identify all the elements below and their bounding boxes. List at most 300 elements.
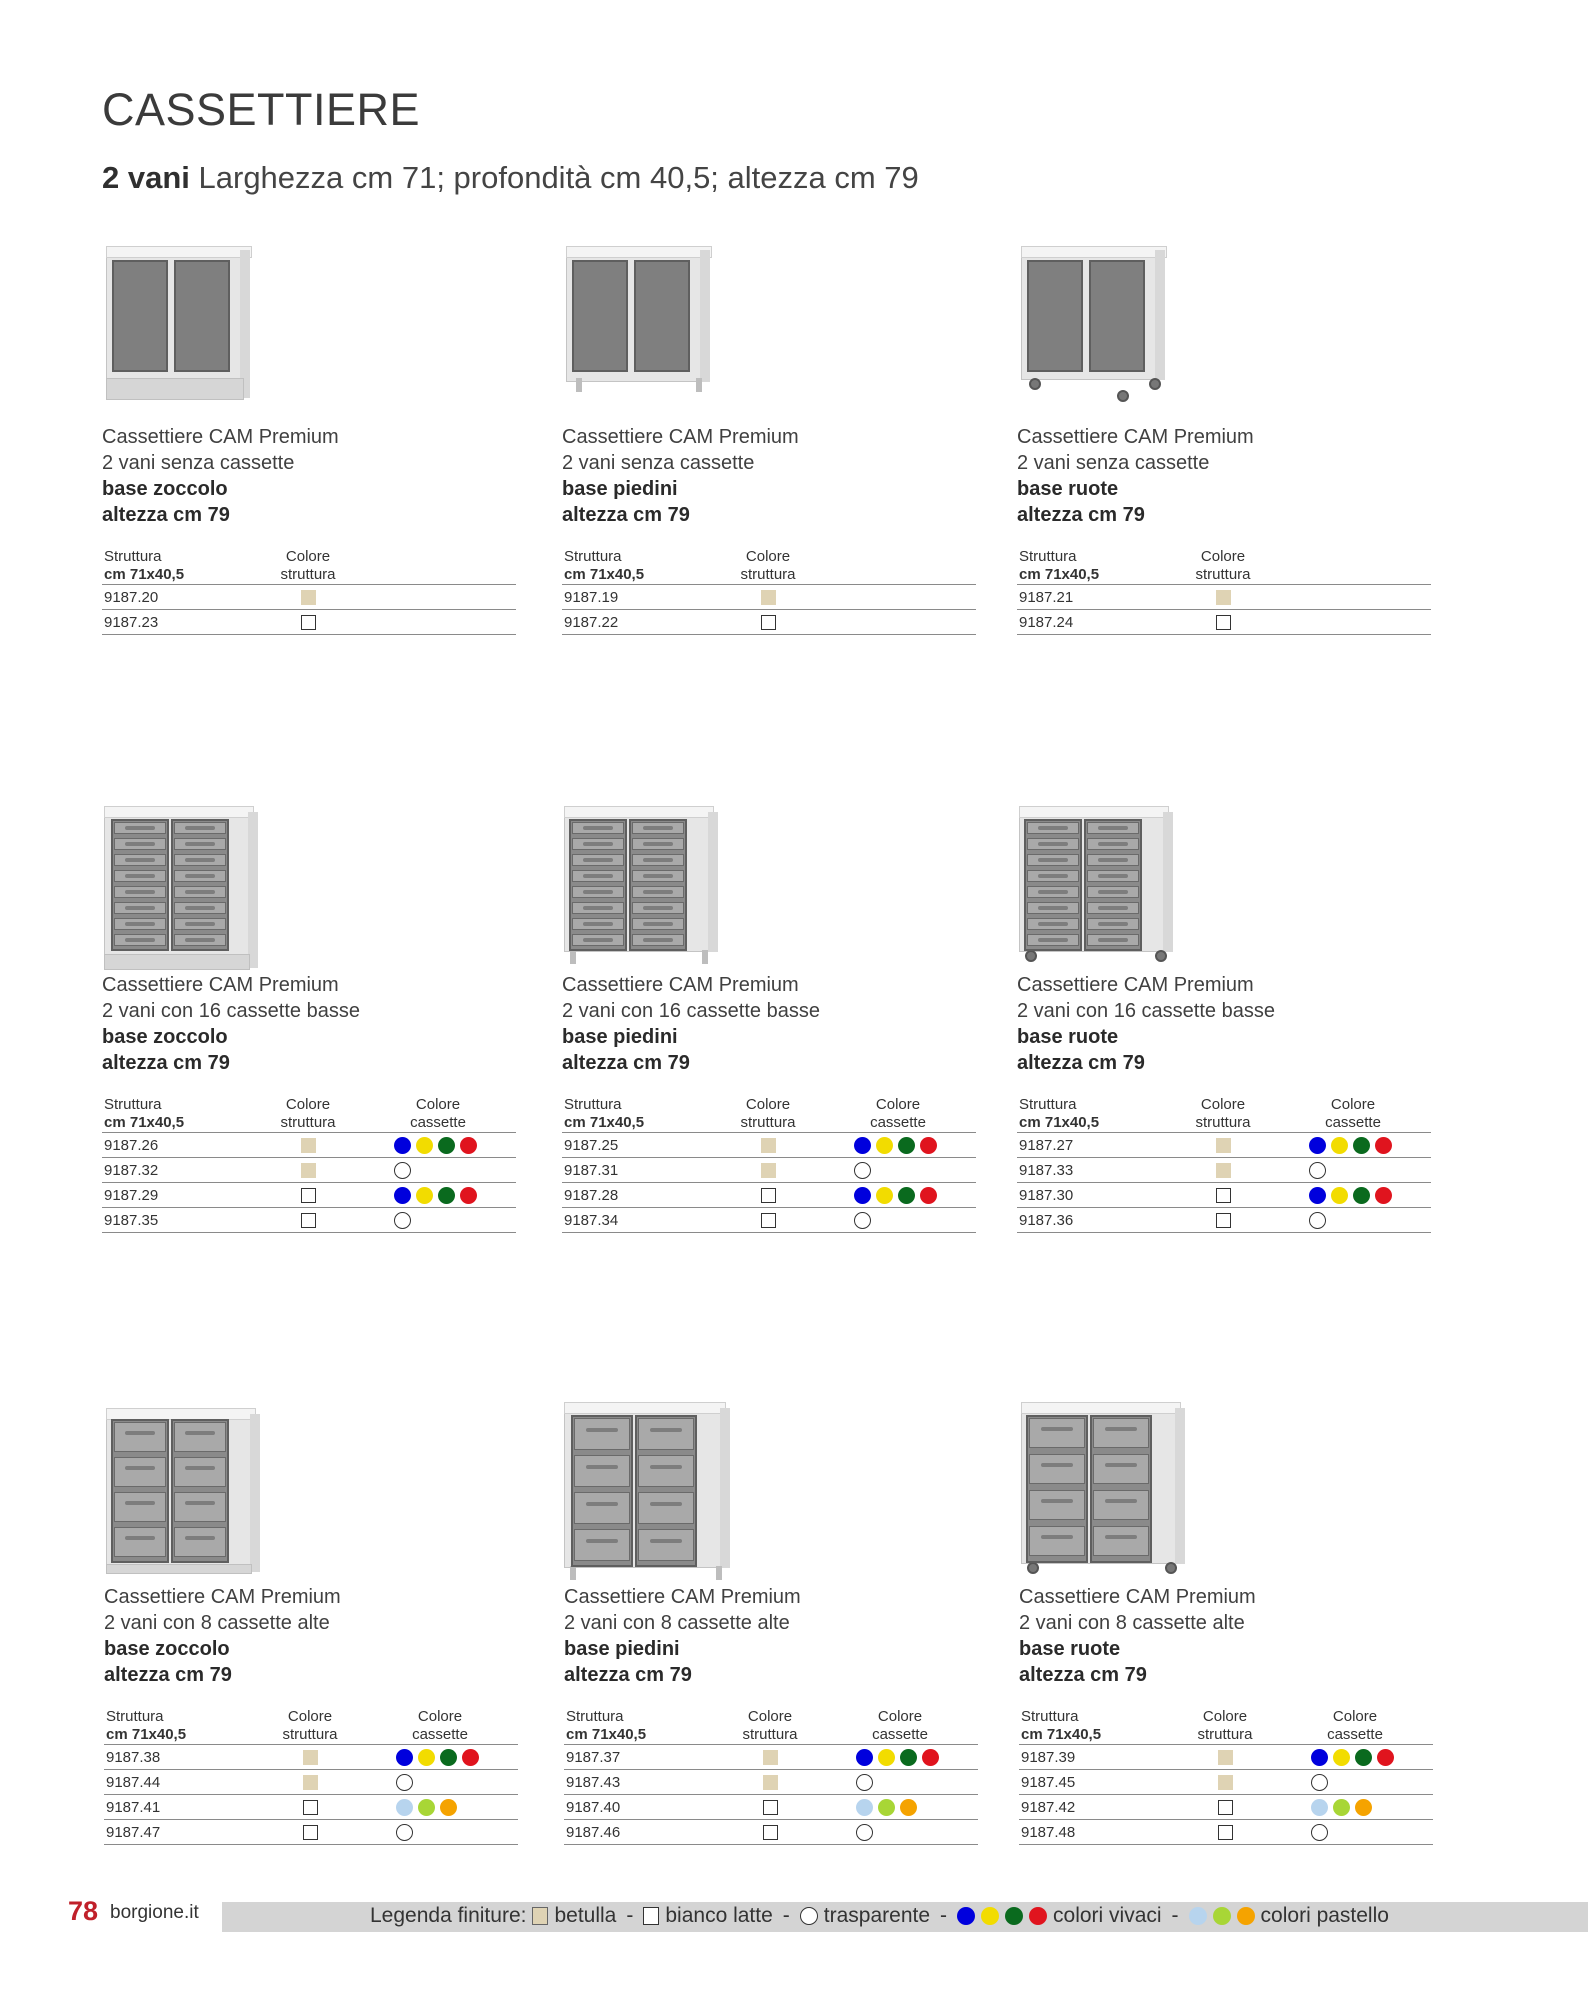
- drawer-tray: [638, 1418, 694, 1450]
- product-height: altezza cm 79: [562, 1052, 690, 1074]
- trasparente-swatch: [800, 1907, 818, 1925]
- vivaci-yellow-dot: [981, 1907, 999, 1925]
- table-row: [1019, 1820, 1433, 1845]
- product-image: [102, 804, 522, 984]
- vivaci-red-dot: [1375, 1187, 1392, 1204]
- product-image: [1017, 804, 1437, 984]
- drawer-tray: [574, 1418, 630, 1450]
- drawer-tray: [1029, 1418, 1085, 1448]
- product-code: 9187.48: [1019, 1820, 1173, 1845]
- table-row: [1019, 1770, 1433, 1795]
- product-image: [562, 232, 982, 412]
- product-base: base piedini: [562, 1026, 678, 1048]
- col-colore-label: Colore: [747, 1708, 793, 1725]
- drawer-tray: [114, 886, 166, 898]
- product-code: 9187.42: [1019, 1795, 1173, 1820]
- bianco-latte-swatch: [1216, 615, 1231, 630]
- drawer-tray: [572, 854, 624, 866]
- drawer-tray: [1087, 918, 1139, 930]
- vivaci-yellow-dot: [876, 1187, 893, 1204]
- bianco-latte-swatch: [301, 615, 316, 630]
- betulla-swatch: [303, 1750, 318, 1765]
- drawer-tray: [572, 886, 624, 898]
- table-row: [1017, 610, 1431, 635]
- legend-separator: -: [782, 1904, 790, 1927]
- col-struttura-label: Struttura: [564, 1096, 622, 1113]
- product-card: [104, 1412, 524, 1845]
- col-struttura-label: Struttura: [104, 1096, 162, 1113]
- product-card: [564, 1412, 984, 1845]
- vivaci-yellow-dot: [1331, 1187, 1348, 1204]
- col-struttura-label: Struttura: [1019, 548, 1077, 565]
- vivaci-blue-dot: [1311, 1749, 1328, 1766]
- betulla-swatch: [301, 1163, 316, 1178]
- betulla-swatch: [1216, 1163, 1231, 1178]
- legend-betulla: betulla: [554, 1904, 617, 1927]
- spec-table: [102, 1096, 516, 1233]
- product-code: 9187.37: [564, 1745, 718, 1770]
- drawer-tray: [632, 902, 684, 914]
- product-code: 9187.46: [564, 1820, 718, 1845]
- product-variant: 2 vani senza cassette: [1017, 452, 1210, 474]
- product-name: Cassettiere CAM Premium: [102, 974, 339, 996]
- table-row: [1017, 585, 1431, 610]
- table-row: [1019, 1795, 1433, 1820]
- table-row: [1019, 1745, 1433, 1770]
- trasparente-swatch: [1309, 1162, 1326, 1179]
- product-code: 9187.22: [562, 610, 716, 635]
- subtitle-dimensions: Larghezza cm 71; profondità cm 40,5; altezza cm 79: [198, 160, 919, 195]
- trasparente-swatch: [856, 1824, 873, 1841]
- pastello-lightblue-dot: [1311, 1799, 1328, 1816]
- vivaci-red-dot: [460, 1187, 477, 1204]
- trasparente-swatch: [1311, 1824, 1328, 1841]
- table-row: [562, 610, 976, 635]
- product-base: base ruote: [1019, 1638, 1121, 1660]
- product-base: base piedini: [562, 478, 678, 500]
- vivaci-red-dot: [920, 1187, 937, 1204]
- vivaci-blue-dot: [1309, 1137, 1326, 1154]
- drawer-tray: [632, 934, 684, 946]
- col-colore-label: Colore: [1200, 1096, 1246, 1113]
- drawer-tray: [1027, 918, 1079, 930]
- product-code: 9187.43: [564, 1770, 718, 1795]
- page-number: 78: [68, 1896, 99, 1926]
- table-row: [102, 585, 516, 610]
- col-colore-label: Colore: [415, 1096, 461, 1113]
- col-cassette-label: cassette: [1325, 1114, 1381, 1131]
- product-code: 9187.23: [102, 610, 256, 635]
- product-code: 9187.24: [1017, 610, 1171, 635]
- betulla-swatch: [763, 1775, 778, 1790]
- drawer-tray: [632, 918, 684, 930]
- col-struttura-color-label: struttura: [1197, 1726, 1253, 1743]
- col-struttura-color-label: struttura: [280, 566, 336, 583]
- trasparente-swatch: [854, 1162, 871, 1179]
- col-struttura-color-label: struttura: [740, 1114, 796, 1131]
- vivaci-blue-dot: [854, 1137, 871, 1154]
- vivaci-blue-dot: [856, 1749, 873, 1766]
- vivaci-yellow-dot: [1331, 1137, 1348, 1154]
- drawer-tray: [114, 822, 166, 834]
- vivaci-green-dot: [1353, 1187, 1370, 1204]
- drawer-tray: [1093, 1490, 1149, 1520]
- product-code: 9187.40: [564, 1795, 718, 1820]
- bianco-latte-swatch: [301, 1188, 316, 1203]
- product-variant: 2 vani senza cassette: [562, 452, 755, 474]
- product-base: base zoccolo: [102, 1026, 228, 1048]
- drawer-tray: [572, 822, 624, 834]
- drawer-tray: [174, 934, 226, 946]
- betulla-swatch: [1218, 1750, 1233, 1765]
- spec-table: [1017, 1096, 1431, 1233]
- page-subtitle: [102, 160, 919, 196]
- product-name: Cassettiere CAM Premium: [564, 1586, 801, 1608]
- table-row: [104, 1795, 518, 1820]
- betulla-swatch: [1218, 1775, 1233, 1790]
- legend-separator: -: [626, 1904, 634, 1927]
- product-height: altezza cm 79: [564, 1664, 692, 1686]
- drawer-tray: [114, 1457, 166, 1487]
- product-height: altezza cm 79: [102, 504, 230, 526]
- spec-table: [564, 1708, 978, 1845]
- col-struttura-label: Struttura: [1019, 1096, 1077, 1113]
- product-code: 9187.33: [1017, 1158, 1171, 1183]
- drawer-tray: [1027, 838, 1079, 850]
- drawer-tray: [572, 870, 624, 882]
- product-name: Cassettiere CAM Premium: [562, 974, 799, 996]
- table-row: [102, 610, 516, 635]
- col-colore-label: Colore: [1202, 1708, 1248, 1725]
- bianco-latte-swatch: [303, 1825, 318, 1840]
- col-cassette-label: cassette: [412, 1726, 468, 1743]
- col-colore-label: Colore: [417, 1708, 463, 1725]
- table-row: [562, 1158, 976, 1183]
- subtitle-vani: 2 vani: [102, 160, 190, 195]
- product-variant: 2 vani con 16 cassette basse: [562, 1000, 820, 1022]
- col-size-label: cm 71x40,5: [564, 1114, 645, 1131]
- product-image: [1019, 1412, 1439, 1592]
- col-colore-label: Colore: [745, 548, 791, 565]
- drawer-tray: [1087, 902, 1139, 914]
- pastello-lightblue-dot: [856, 1799, 873, 1816]
- col-struttura-label: Struttura: [1021, 1708, 1079, 1725]
- col-colore-label: Colore: [287, 1708, 333, 1725]
- product-name: Cassettiere CAM Premium: [104, 1586, 341, 1608]
- trasparente-swatch: [1311, 1774, 1328, 1791]
- pastello-orange-dot: [440, 1799, 457, 1816]
- product-variant: 2 vani con 16 cassette basse: [1017, 1000, 1275, 1022]
- drawer-tray: [572, 918, 624, 930]
- page-title: CASSETTIERE: [102, 84, 421, 135]
- trasparente-swatch: [396, 1774, 413, 1791]
- drawer-tray: [1027, 870, 1079, 882]
- drawer-tray: [572, 902, 624, 914]
- vivaci-red-dot: [1029, 1907, 1047, 1925]
- bianco-latte-swatch: [303, 1800, 318, 1815]
- table-row: [104, 1745, 518, 1770]
- trasparente-swatch: [394, 1212, 411, 1229]
- vivaci-blue-dot: [1309, 1187, 1326, 1204]
- product-base: base ruote: [1017, 478, 1119, 500]
- pastello-lightblue-dot: [1189, 1907, 1207, 1925]
- product-code: 9187.19: [562, 585, 716, 610]
- spec-table: [1019, 1708, 1433, 1845]
- trasparente-swatch: [394, 1162, 411, 1179]
- product-base: base zoccolo: [102, 478, 228, 500]
- drawer-tray: [114, 870, 166, 882]
- drawer-tray: [1093, 1526, 1149, 1556]
- col-colore-label: Colore: [1200, 548, 1246, 565]
- product-variant: 2 vani con 16 cassette basse: [102, 1000, 360, 1022]
- product-name: Cassettiere CAM Premium: [1017, 426, 1254, 448]
- pastello-lime-dot: [418, 1799, 435, 1816]
- table-row: [562, 585, 976, 610]
- product-code: 9187.35: [102, 1208, 256, 1233]
- product-card: [102, 232, 522, 635]
- trasparente-swatch: [1309, 1212, 1326, 1229]
- product-code: 9187.21: [1017, 585, 1171, 610]
- product-code: 9187.41: [104, 1795, 258, 1820]
- bianco-latte-swatch: [1216, 1213, 1231, 1228]
- drawer-tray: [574, 1492, 630, 1524]
- product-card: [1019, 1412, 1439, 1845]
- table-row: [1017, 1208, 1431, 1233]
- col-colore-label: Colore: [1332, 1708, 1378, 1725]
- col-struttura-color-label: struttura: [282, 1726, 338, 1743]
- legend-pastello: colori pastello: [1260, 1904, 1389, 1927]
- vivaci-red-dot: [920, 1137, 937, 1154]
- vivaci-green-dot: [1353, 1137, 1370, 1154]
- drawer-tray: [632, 870, 684, 882]
- drawer-tray: [114, 902, 166, 914]
- pastello-lightblue-dot: [396, 1799, 413, 1816]
- drawer-tray: [574, 1455, 630, 1487]
- product-code: 9187.39: [1019, 1745, 1173, 1770]
- product-base: base zoccolo: [104, 1638, 230, 1660]
- product-image: [562, 804, 982, 984]
- vivaci-blue-dot: [396, 1749, 413, 1766]
- table-row: [564, 1745, 978, 1770]
- table-row: [104, 1770, 518, 1795]
- product-code: 9187.31: [562, 1158, 716, 1183]
- pastello-lime-dot: [1333, 1799, 1350, 1816]
- drawer-tray: [114, 1492, 166, 1522]
- col-struttura-color-label: struttura: [280, 1114, 336, 1131]
- product-card: [562, 804, 982, 1233]
- product-height: altezza cm 79: [1017, 1052, 1145, 1074]
- bianco-latte-swatch: [301, 1213, 316, 1228]
- product-code: 9187.38: [104, 1745, 258, 1770]
- table-row: [562, 1133, 976, 1158]
- product-code: 9187.30: [1017, 1183, 1171, 1208]
- bianco-latte-swatch: [1218, 1800, 1233, 1815]
- vivaci-blue-dot: [957, 1907, 975, 1925]
- drawer-tray: [572, 838, 624, 850]
- legend-bianco-latte: bianco latte: [665, 1904, 773, 1927]
- betulla-swatch: [532, 1907, 548, 1925]
- product-name: Cassettiere CAM Premium: [102, 426, 339, 448]
- betulla-swatch: [1216, 1138, 1231, 1153]
- drawer-tray: [638, 1492, 694, 1524]
- drawer-tray: [114, 918, 166, 930]
- product-height: altezza cm 79: [102, 1052, 230, 1074]
- drawer-tray: [632, 886, 684, 898]
- vivaci-blue-dot: [394, 1137, 411, 1154]
- betulla-swatch: [761, 1163, 776, 1178]
- drawer-tray: [632, 854, 684, 866]
- product-code: 9187.26: [102, 1133, 256, 1158]
- product-code: 9187.25: [562, 1133, 716, 1158]
- product-base: base ruote: [1017, 1026, 1119, 1048]
- product-variant: 2 vani con 8 cassette alte: [564, 1612, 790, 1634]
- legend-vivaci: colori vivaci: [1053, 1904, 1162, 1927]
- betulla-swatch: [761, 1138, 776, 1153]
- drawer-tray: [632, 838, 684, 850]
- col-colore-label: Colore: [285, 548, 331, 565]
- col-colore-label: Colore: [745, 1096, 791, 1113]
- col-colore-label: Colore: [1330, 1096, 1376, 1113]
- table-row: [1017, 1183, 1431, 1208]
- drawer-tray: [174, 1422, 226, 1452]
- col-struttura-label: Struttura: [106, 1708, 164, 1725]
- pastello-orange-dot: [1355, 1799, 1372, 1816]
- legend-trasparente: trasparente: [823, 1904, 931, 1927]
- drawer-tray: [114, 1527, 166, 1557]
- product-code: 9187.34: [562, 1208, 716, 1233]
- vivaci-yellow-dot: [416, 1187, 433, 1204]
- product-height: altezza cm 79: [1017, 504, 1145, 526]
- table-row: [564, 1770, 978, 1795]
- product-base: base piedini: [564, 1638, 680, 1660]
- product-code: 9187.45: [1019, 1770, 1173, 1795]
- product-variant: 2 vani senza cassette: [102, 452, 295, 474]
- col-size-label: cm 71x40,5: [566, 1726, 647, 1743]
- bianco-latte-swatch: [761, 1213, 776, 1228]
- col-cassette-label: cassette: [410, 1114, 466, 1131]
- product-image: [102, 232, 522, 412]
- product-code: 9187.36: [1017, 1208, 1171, 1233]
- drawer-tray: [114, 934, 166, 946]
- col-size-label: cm 71x40,5: [104, 1114, 185, 1131]
- col-colore-label: Colore: [875, 1096, 921, 1113]
- product-card: [1017, 232, 1437, 635]
- col-cassette-label: cassette: [870, 1114, 926, 1131]
- drawer-tray: [174, 870, 226, 882]
- spec-table: [102, 548, 516, 635]
- product-code: 9187.47: [104, 1820, 258, 1845]
- trasparente-swatch: [856, 1774, 873, 1791]
- product-name: Cassettiere CAM Premium: [1019, 1586, 1256, 1608]
- col-size-label: cm 71x40,5: [106, 1726, 187, 1743]
- product-code: 9187.27: [1017, 1133, 1171, 1158]
- vivaci-green-dot: [900, 1749, 917, 1766]
- drawer-tray: [1027, 854, 1079, 866]
- bianco-latte-swatch: [761, 615, 776, 630]
- drawer-tray: [114, 1422, 166, 1452]
- product-card: [1017, 804, 1437, 1233]
- product-code: 9187.32: [102, 1158, 256, 1183]
- drawer-tray: [1029, 1526, 1085, 1556]
- col-struttura-label: Struttura: [104, 548, 162, 565]
- betulla-swatch: [1216, 590, 1231, 605]
- col-struttura-label: Struttura: [566, 1708, 624, 1725]
- col-struttura-color-label: struttura: [742, 1726, 798, 1743]
- drawer-tray: [1093, 1454, 1149, 1484]
- table-row: [1017, 1158, 1431, 1183]
- product-image: [1017, 232, 1437, 412]
- col-cassette-label: cassette: [872, 1726, 928, 1743]
- col-size-label: cm 71x40,5: [1019, 566, 1100, 583]
- product-height: altezza cm 79: [1019, 1664, 1147, 1686]
- betulla-swatch: [761, 590, 776, 605]
- drawer-tray: [1027, 934, 1079, 946]
- product-code: 9187.44: [104, 1770, 258, 1795]
- bianco-latte-swatch: [643, 1907, 659, 1925]
- vivaci-blue-dot: [854, 1187, 871, 1204]
- site-name: borgione.it: [110, 1902, 199, 1923]
- product-variant: 2 vani con 8 cassette alte: [1019, 1612, 1245, 1634]
- table-row: [104, 1820, 518, 1845]
- drawer-tray: [1029, 1490, 1085, 1520]
- col-struttura-color-label: struttura: [1195, 566, 1251, 583]
- drawer-tray: [174, 1457, 226, 1487]
- vivaci-yellow-dot: [878, 1749, 895, 1766]
- col-size-label: cm 71x40,5: [104, 566, 185, 583]
- col-struttura-color-label: struttura: [740, 566, 796, 583]
- drawer-tray: [1087, 934, 1139, 946]
- spec-table: [1017, 548, 1431, 635]
- table-row: [1017, 1133, 1431, 1158]
- table-row: [564, 1795, 978, 1820]
- drawer-tray: [174, 838, 226, 850]
- drawer-tray: [1027, 902, 1079, 914]
- drawer-tray: [174, 902, 226, 914]
- vivaci-yellow-dot: [418, 1749, 435, 1766]
- drawer-tray: [638, 1529, 694, 1561]
- drawer-tray: [1087, 886, 1139, 898]
- vivaci-green-dot: [440, 1749, 457, 1766]
- bianco-latte-swatch: [763, 1825, 778, 1840]
- pastello-orange-dot: [900, 1799, 917, 1816]
- spec-table: [104, 1708, 518, 1845]
- vivaci-red-dot: [462, 1749, 479, 1766]
- drawer-tray: [174, 1527, 226, 1557]
- legend-separator: -: [940, 1904, 948, 1927]
- vivaci-yellow-dot: [1333, 1749, 1350, 1766]
- product-image: [564, 1412, 984, 1592]
- drawer-tray: [174, 822, 226, 834]
- drawer-tray: [174, 918, 226, 930]
- drawer-tray: [114, 838, 166, 850]
- legend-separator: -: [1171, 1904, 1179, 1927]
- table-row: [102, 1133, 516, 1158]
- table-row: [102, 1208, 516, 1233]
- product-height: altezza cm 79: [562, 504, 690, 526]
- drawer-tray: [174, 854, 226, 866]
- trasparente-swatch: [854, 1212, 871, 1229]
- pastello-lime-dot: [878, 1799, 895, 1816]
- pastello-lime-dot: [1213, 1907, 1231, 1925]
- drawer-tray: [114, 854, 166, 866]
- vivaci-yellow-dot: [416, 1137, 433, 1154]
- bianco-latte-swatch: [1216, 1188, 1231, 1203]
- drawer-tray: [1029, 1454, 1085, 1484]
- betulla-swatch: [301, 590, 316, 605]
- product-card: [562, 232, 982, 635]
- drawer-tray: [1027, 886, 1079, 898]
- drawer-tray: [1027, 822, 1079, 834]
